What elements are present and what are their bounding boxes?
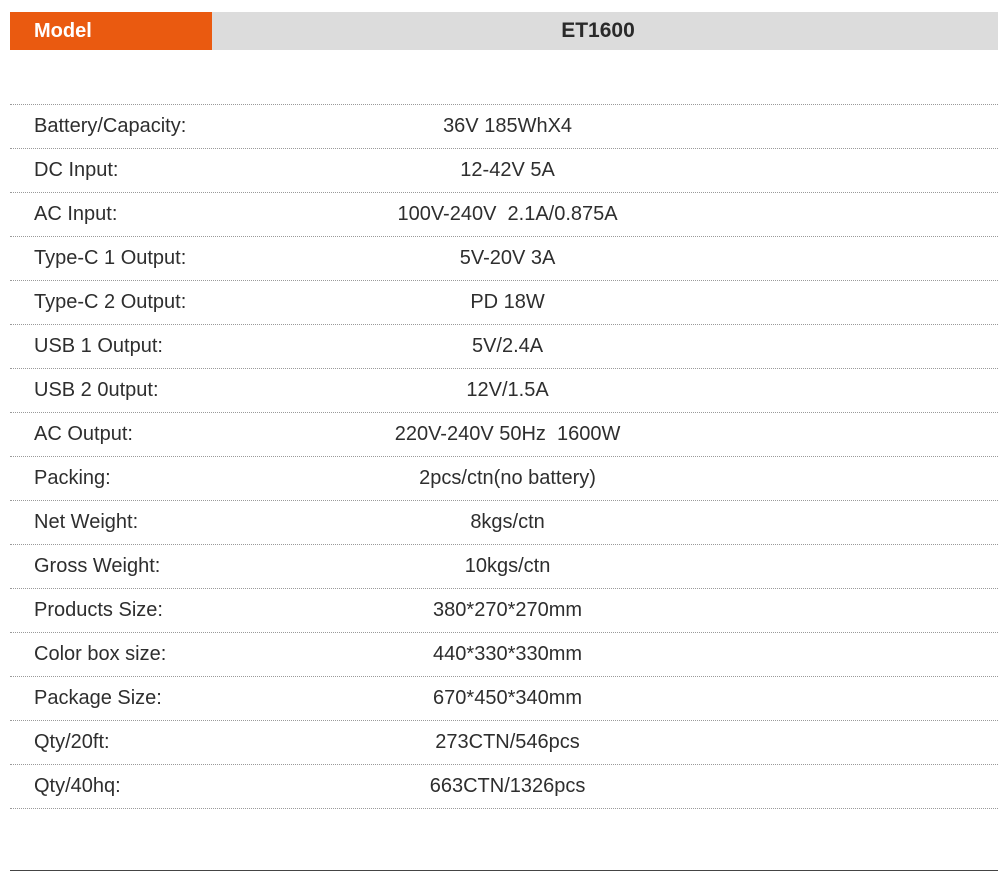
spec-value: 220V-240V 50Hz 1600W: [394, 423, 621, 445]
spec-value: 273CTN/546pcs: [435, 731, 580, 753]
spec-row-ac-input: [10, 193, 998, 237]
spec-label: Packing:: [34, 467, 111, 489]
spec-label: DC Input:: [34, 159, 119, 181]
spec-label: Color box size:: [34, 643, 167, 665]
spec-value: 12-42V 5A: [460, 159, 555, 181]
spec-row-products-size: [10, 589, 998, 633]
spec-value: 5V/2.4A: [471, 335, 544, 357]
spec-label: Package Size:: [34, 687, 162, 709]
spec-value: 36V 185WhX4: [443, 115, 573, 137]
spec-row-package-size: [10, 677, 998, 721]
spec-row-dc-input: [10, 149, 998, 193]
spec-row-color-box-size: [10, 633, 998, 677]
bottom-divider: [10, 870, 998, 871]
spec-row-ac-output: [10, 413, 998, 457]
spec-row-usb-1-output: [10, 325, 998, 369]
spec-label: Type-C 2 Output:: [34, 291, 187, 313]
spec-label: USB 1 Output:: [34, 335, 163, 357]
spec-value: 670*450*340mm: [433, 687, 583, 709]
spec-label: Qty/40hq:: [34, 775, 121, 797]
model-header: [10, 12, 998, 50]
spec-label: Net Weight:: [34, 511, 139, 533]
spec-row-type-c-1-output: [10, 237, 998, 281]
spec-value: 5V-20V 3A: [459, 247, 556, 269]
spec-row-qty-20ft: [10, 721, 998, 765]
spec-label: Gross Weight:: [34, 555, 161, 577]
spec-label: Type-C 1 Output:: [34, 247, 187, 269]
spec-value: PD 18W: [470, 291, 545, 313]
spec-label: AC Input:: [34, 203, 118, 225]
spec-row-qty-40hq: [10, 765, 998, 809]
spec-label: Products Size:: [34, 599, 163, 621]
spec-value: 2pcs/ctn(no battery): [419, 467, 596, 489]
spec-row-packing: [10, 457, 998, 501]
spec-row-usb-2-output: [10, 369, 998, 413]
spec-value: 12V/1.5A: [466, 379, 549, 401]
spec-row-type-c-2-output: [10, 281, 998, 325]
spec-row-net-weight: [10, 501, 998, 545]
spec-value: 663CTN/1326pcs: [429, 775, 586, 797]
spec-row-battery-capacity: [10, 105, 998, 149]
spec-value: 100V-240V 2.1A/0.875A: [397, 203, 618, 225]
spec-value: 10kgs/ctn: [464, 555, 551, 577]
spec-label: AC Output:: [34, 423, 133, 445]
spec-label: USB 2 0utput:: [34, 379, 159, 401]
spec-table: [10, 104, 998, 809]
spec-row-gross-weight: [10, 545, 998, 589]
spec-value: 8kgs/ctn: [470, 511, 545, 533]
spec-value: 380*270*270mm: [433, 599, 583, 621]
spec-label: Qty/20ft:: [34, 731, 110, 753]
spec-value: 440*330*330mm: [433, 643, 583, 665]
model-label: Model: [10, 12, 212, 50]
spec-label: Battery/Capacity:: [34, 115, 187, 137]
model-value: ET1600: [212, 12, 998, 50]
